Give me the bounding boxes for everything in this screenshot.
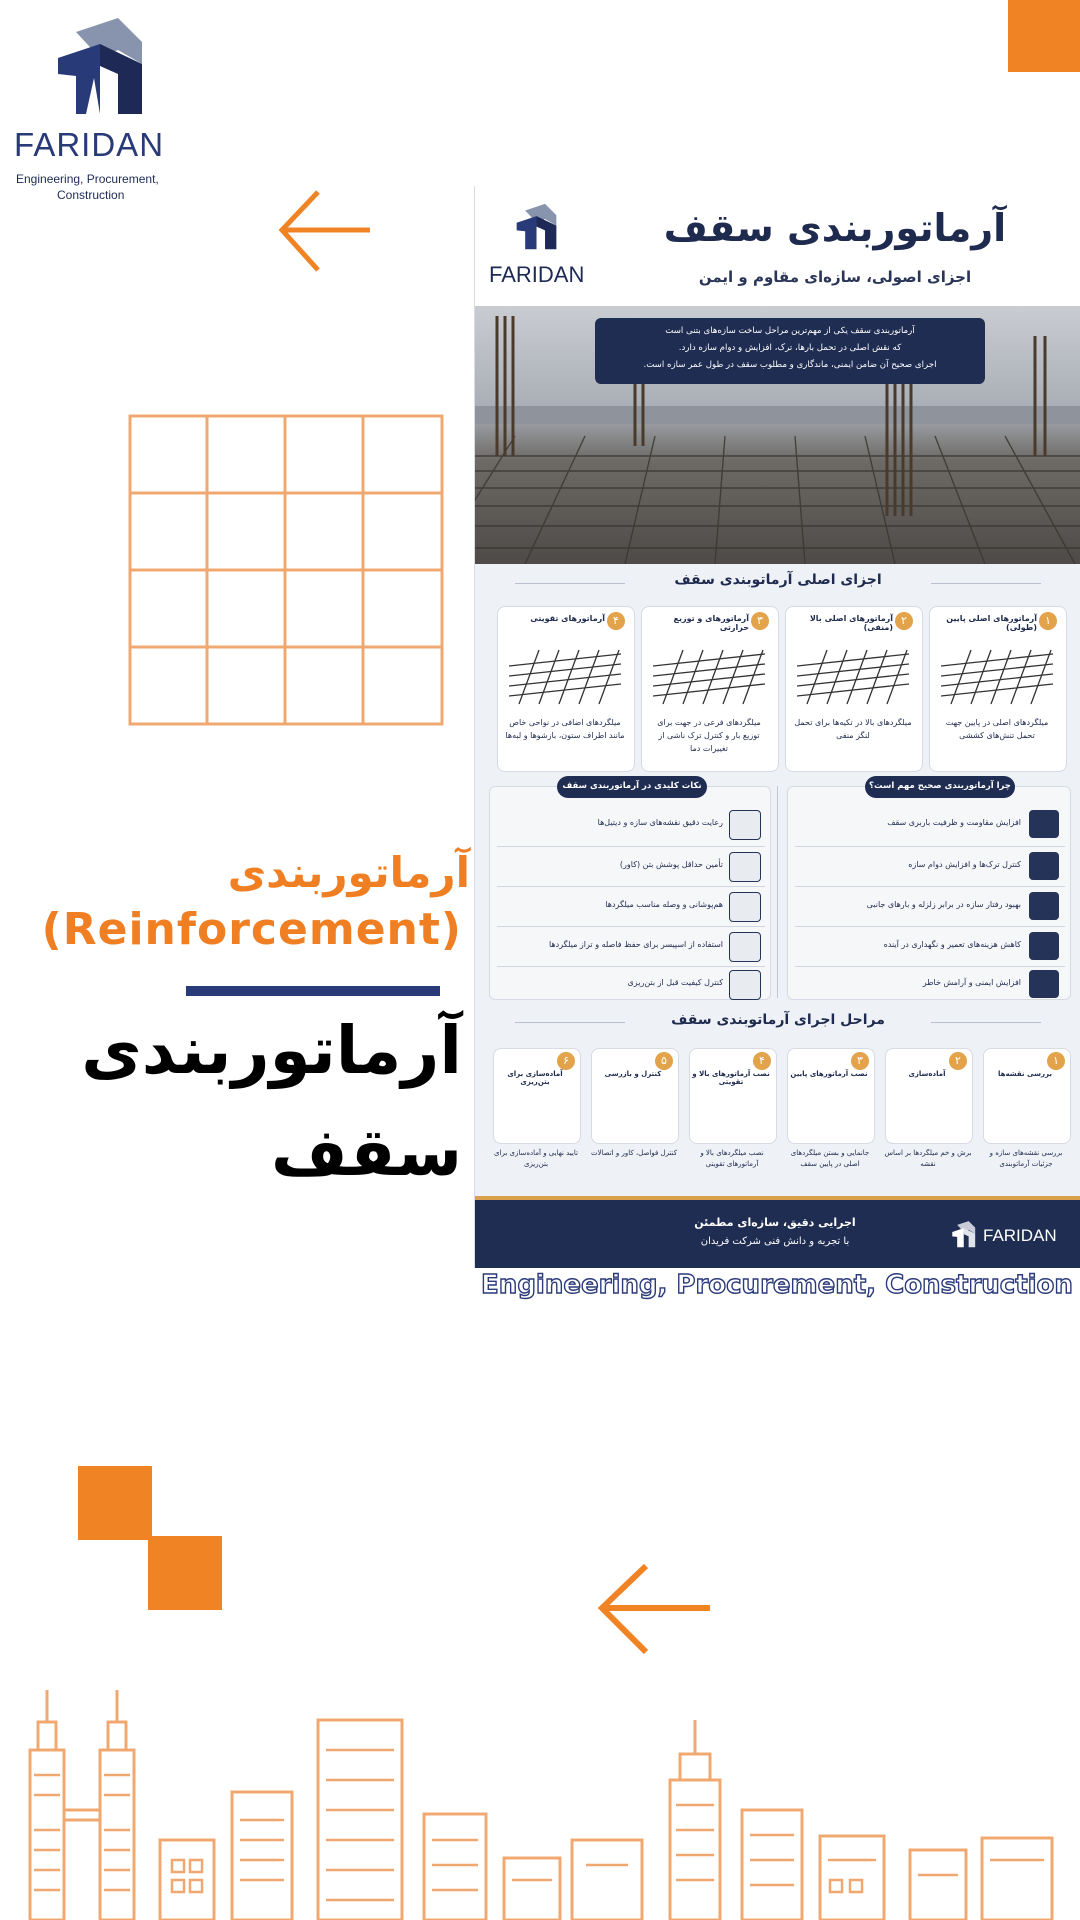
step-card-4-number: ۴ — [753, 1052, 771, 1070]
step-card-3-desc: جانمایی و بستن میلگردهای اصلی در پایین سقف — [790, 1149, 870, 1168]
component-card-2-desc: میلگردهای بالا در تکیه‌ها برای تحمل لنگر منفی — [794, 718, 912, 740]
helmet-icon — [1029, 970, 1059, 998]
step-card-3-number: ۳ — [851, 1052, 869, 1070]
why-row-divider — [795, 926, 1065, 927]
why-item-5: افزایش ایمنی و آرامش خاطر — [922, 978, 1021, 987]
step-card-1-desc: بررسی نقشه‌های سازه و جزئیات آرماتوبندی — [989, 1149, 1063, 1168]
company-logo — [10, 10, 180, 200]
step-card-6-number: ۶ — [557, 1052, 575, 1070]
deco-square-1 — [78, 1466, 152, 1540]
step-card-4-title: نصب آرماتورهای بالا و تقویتی — [692, 1070, 770, 1086]
component-card-1-number: ۱ — [1039, 612, 1057, 630]
step-card-3-title: نصب آرماتورهای پایین — [790, 1070, 868, 1078]
checklist-icon — [729, 810, 761, 840]
arrow-left-icon — [274, 186, 374, 276]
step-card-2-number: ۲ — [949, 1052, 967, 1070]
tips-title: نکات کلیدی در آرماتوربندی سقف — [562, 781, 702, 791]
shield-icon — [1029, 810, 1059, 838]
poster-caption: Engineering, Procurement, Construction — [481, 1270, 1073, 1300]
ruler-icon — [729, 852, 761, 882]
component-card-1-desc: میلگردهای اصلی در پایین جهت تحمل تنش‌های کششی — [945, 718, 1049, 740]
component-card-3-title: آرماتورهای و توزیع حرارتی — [673, 614, 749, 632]
tips-row-divider — [497, 846, 765, 847]
poster-subtitle: اجزای اصولی، سازه‌ای مقاوم و ایمن — [698, 268, 972, 286]
poster-brand: FARIDAN — [489, 262, 585, 287]
why-title: چرا آرماتوربندی صحیح مهم است؟ — [869, 781, 1011, 791]
why-row-divider — [795, 966, 1065, 967]
crack-icon — [1029, 852, 1059, 880]
step-card-2-desc: برش و خم میلگردها بر اساس نقشه — [884, 1149, 972, 1168]
deco-square-2 — [148, 1536, 222, 1610]
tips-item-2: تأمین حداقل پوشش بتن (کاور) — [619, 860, 723, 869]
footer-line1: اجرایی دقیق، سازه‌ای مطمئن — [694, 1216, 856, 1229]
steps-title-line-left — [515, 1022, 625, 1023]
steps-title: مراحل اجرای آرماتوبندی سقف — [671, 1012, 885, 1028]
poster-logo-icon — [509, 202, 565, 254]
step-card-5-number: ۵ — [655, 1052, 673, 1070]
headline-divider — [186, 986, 440, 996]
headline-black-line2: سقف — [270, 1114, 462, 1191]
steps-title-line-right — [931, 1022, 1041, 1023]
footer-line2: با تجربه و دانش فنی شرکت فریدان — [700, 1236, 850, 1247]
tips-item-1: رعایت دقیق نقشه‌های سازه و دیتیل‌ها — [597, 818, 723, 827]
rebar-mesh-icon — [509, 646, 621, 706]
tips-row-divider — [497, 966, 765, 967]
tips-row-divider — [497, 926, 765, 927]
intro-line2: که نقش اصلی در تحمل بارها، ترک، افزایش و دوام سازه دارد. — [678, 343, 902, 353]
why-item-4: کاهش هزینه‌های تعمیر و نگهداری در آینده — [883, 940, 1021, 949]
tips-item-5: کنترل کیفیت قبل از بتن‌ریزی — [627, 978, 723, 987]
rebar-mesh-icon — [653, 646, 765, 706]
components-title: اجزای اصلی آرماتوبندی سقف — [674, 572, 882, 588]
component-card-3-number: ۳ — [751, 612, 769, 630]
logo-tagline-line1: Engineering, Procurement, — [16, 172, 159, 186]
components-title-line-right — [931, 583, 1041, 584]
infographic-poster — [474, 186, 1080, 1268]
step-card-6-title: آماده‌سازی برای بتن‌ریزی — [507, 1070, 563, 1086]
components-title-line-left — [515, 583, 625, 584]
tips-row-divider — [497, 886, 765, 887]
component-card-4-number: ۴ — [607, 612, 625, 630]
overlap-bars-icon — [729, 892, 761, 922]
step-card-2-title: آماده‌سازی — [908, 1070, 946, 1078]
headline-orange-english: (Reinforcement) — [41, 904, 462, 955]
seismic-wave-icon — [1029, 892, 1059, 920]
decorative-grid — [128, 414, 444, 726]
headline-black-line1: آرماتوربندی — [81, 1012, 462, 1089]
city-skyline-illustration — [0, 1680, 1080, 1920]
step-card-1-number: ۱ — [1047, 1052, 1065, 1070]
component-card-2-number: ۲ — [895, 612, 913, 630]
footer-brand: FARIDAN — [983, 1226, 1057, 1245]
logo-mark-icon — [46, 14, 156, 124]
tips-item-3: هم‌پوشانی و وصله مناسب میلگردها — [605, 900, 723, 909]
logo-wordmark: FARIDAN — [14, 126, 165, 163]
step-card-4-desc: نصب میلگردهای بالا و آرماتورهای تقویتی — [700, 1149, 764, 1168]
intro-line1: آرماتوربندی سقف یکی از مهم‌ترین مراحل ساخت سازه‌های بتنی است — [665, 326, 915, 336]
why-row-divider — [795, 846, 1065, 847]
intro-line3: اجرای صحیح آن ضامن ایمنی، ماندگاری و مطلوب سقف در طول عمر سازه است. — [643, 360, 937, 370]
footer-logo-icon — [949, 1220, 979, 1250]
panels-separator — [777, 786, 778, 998]
headline-orange-persian: آرماتوربندی — [227, 848, 470, 897]
corner-square-top-right — [1008, 0, 1080, 72]
why-item-1: افزایش مقاومت و ظرفیت باربری سقف — [887, 818, 1021, 827]
step-card-1-title: بررسی نقشه‌ها — [998, 1070, 1052, 1078]
step-card-5-title: کنترل و بازرسی — [604, 1070, 662, 1078]
component-card-4-title: آرماتورهای تقویتی — [530, 614, 605, 623]
step-card-6-desc: تایید نهایی و آماده‌سازی برای بتن‌ریزی — [494, 1149, 578, 1168]
poster-title: آرماتوربندی سقف — [663, 206, 1007, 250]
component-card-1-title: آرماتورهای اصلی پایین (طولی) — [946, 614, 1037, 632]
tips-item-4: استفاده از اسپیسر برای حفظ فاصله و تراز میلگردها — [548, 940, 723, 949]
why-row-divider — [795, 886, 1065, 887]
step-card-5-desc: کنترل فواصل، کاور و اتصالات — [590, 1149, 678, 1157]
spacer-icon — [729, 932, 761, 962]
coins-icon — [1029, 932, 1059, 960]
component-card-4-desc: میلگردهای اضافی در نواحی خاص مانند اطراف ستون، بازشوها و لبه‌ها — [505, 718, 625, 740]
logo-tagline-line2: Construction — [57, 188, 125, 202]
rebar-mesh-icon — [941, 646, 1053, 706]
component-card-2-title: آرماتورهای اصلی بالا (منفی) — [809, 614, 893, 632]
why-item-3: بهبود رفتار سازه در برابر زلزله و بارهای جانبی — [866, 900, 1021, 909]
magnifier-icon — [729, 970, 761, 1000]
arrow-left-icon — [594, 1560, 714, 1660]
why-item-2: کنترل ترک‌ها و افزایش دوام سازه — [908, 860, 1021, 869]
rebar-mesh-icon — [797, 646, 909, 706]
component-card-3-desc: میلگردهای فرعی در جهت برای توزیع بار و کنترل ترک ناشی از تغییرات دما — [657, 718, 761, 753]
